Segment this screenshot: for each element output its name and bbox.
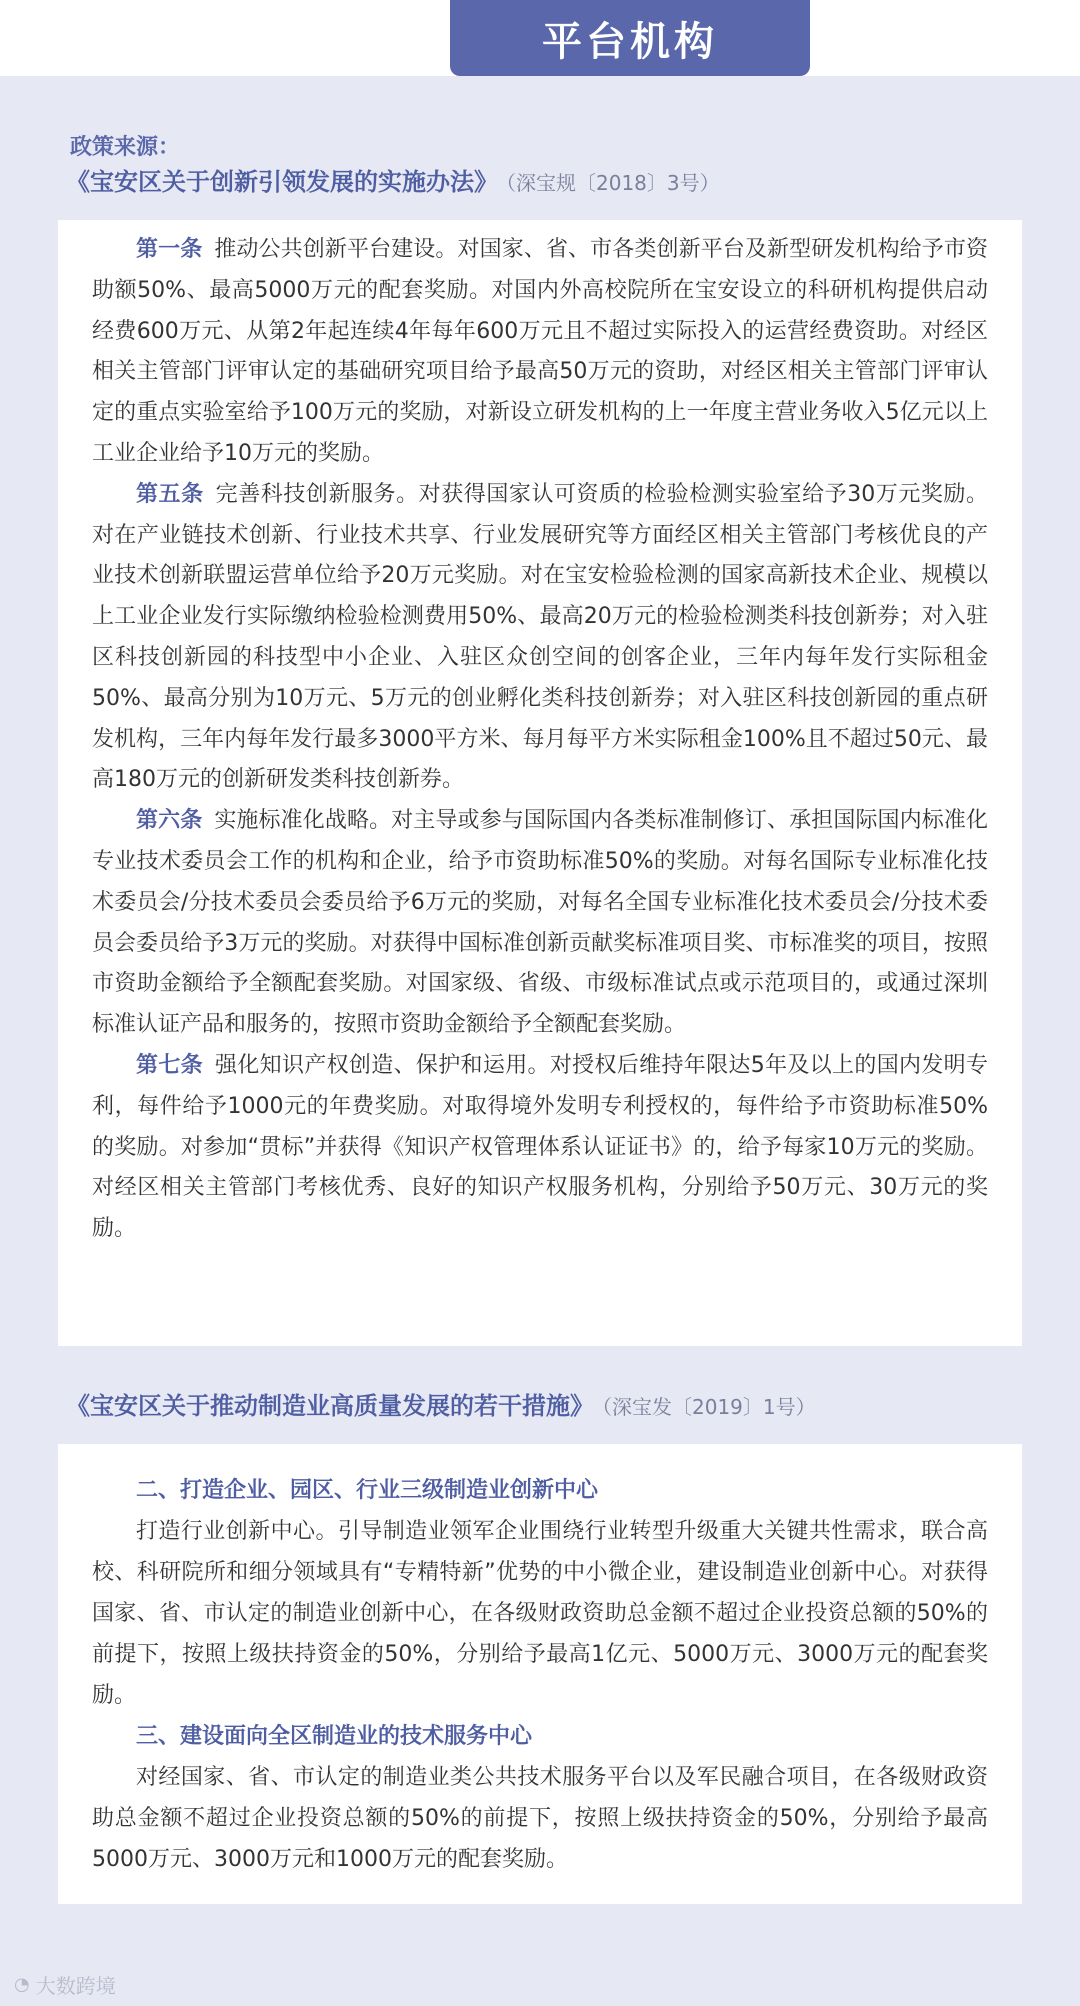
section-heading: 三、建设面向全区制造业的技术服务中心 bbox=[136, 1724, 533, 1749]
article-1 bbox=[92, 230, 988, 475]
article-text: 推动公共创新平台建设。对国家、省、市各类创新平台及新型研发机构给予市资助额50%、最高5000万元的配套奖励。对国内外高校院所在宝安设立的科研机构提供启动经费600万元、从第2年起连续4年每年600万元且不超过实际投入的运营经费资助。对经区相关主管部门评审认定的基础研究项目给予最高50万元的资助，对经区相关主管部门评审认定的重点实验室给予100万元的奖励，对新设立研发机构的上一年度主营业务收入5亿元以上工业企业给予10万元的奖励。 bbox=[92, 237, 988, 466]
logo-icon: ◔ bbox=[14, 1974, 30, 1995]
article-6 bbox=[92, 801, 988, 1046]
article-7 bbox=[92, 1046, 988, 1250]
doc2-title: 《宝安区关于推动制造业高质量发展的若干措施》 bbox=[66, 1392, 594, 1420]
doc1-number: （深宝规〔2018〕3号） bbox=[506, 171, 720, 195]
doc1-title: 《宝安区关于创新引领发展的实施办法》 bbox=[66, 168, 498, 196]
article-text: 强化知识产权创造、保护和运用。对授权后维持年限达5年及以上的国内发明专利，每件给予1000元的年费奖励。对取得境外发明专利授权的，每件给予市资助标准50%的奖励。对参加“贯标”并获得《知识产权管理体系认证证书》的，给予每家10万元的奖励。对经区相关主管部门考核优秀、良好的知识产权服务机构，分别给予50万元、30万元的奖励。 bbox=[92, 1052, 988, 1242]
doc2-number: （深宝发〔2019〕1号） bbox=[602, 1395, 816, 1419]
article-label: 第六条 bbox=[136, 808, 203, 834]
doc1-title-line bbox=[66, 162, 720, 197]
section-heading: 二、打造企业、园区、行业三级制造业创新中心 bbox=[136, 1478, 599, 1503]
article-5 bbox=[92, 475, 988, 801]
watermark bbox=[14, 1970, 116, 1999]
doc2-card bbox=[58, 1444, 1022, 1904]
doc2-title-line bbox=[66, 1386, 816, 1421]
doc1-card bbox=[58, 220, 1022, 1346]
article-label: 第一条 bbox=[136, 237, 203, 262]
article-text: 完善科技创新服务。对获得国家认可资质的检验检测实验室给予30万元奖励。对在产业链技术创新、行业技术共享、行业发展研究等方面经区相关主管部门考核优良的产业技术创新联盟运营单位给予20万元奖励。对在宝安检验检测的国家高新技术企业、规模以上工业企业发行实际缴纳检验检测费用50%、最高20万元的检验检测类科技创新券；对入驻区科技创新园的科技型中小企业、入驻区众创空间的创客企业，三年内每年发行实际租金50%、最高分别为10万元、5万元的创业孵化类科技创新券；对入驻区科技创新园的重点研发机构，三年内每年发行最多3000平方米、每月每平方米实际租金100%且不超过50元、最高180万元的创新研发类科技创新券。 bbox=[92, 481, 988, 793]
section-text: 对经国家、省、市认定的制造业类公共技术服务平台以及军民融合项目，在各级财政资助总金额不超过企业投资总额的50%的前提下，按照上级扶持资金的50%，分别给予最高5000万元、3000万元和1000万元的配套奖励。 bbox=[92, 1765, 988, 1872]
article-label: 第七条 bbox=[136, 1052, 203, 1078]
source-label: 政策来源： bbox=[70, 135, 181, 160]
section-text: 打造行业创新中心。引导制造业领军企业围绕行业转型升级重大关键共性需求，联合高校、科研院所和细分领域具有“专精特新”优势的中小微企业，建设制造业创新中心。对获得国家、省、市认定的制造业创新中心，在各级财政资助总金额不超过企业投资总额的50%的前提下，按照上级扶持资金的50%，分别给予最高1亿元、5000万元、3000万元的配套奖励。 bbox=[92, 1519, 988, 1708]
page-title: 平台机构 bbox=[450, 0, 810, 76]
watermark-text: 大数跨境 bbox=[35, 1974, 116, 1998]
article-label: 第五条 bbox=[136, 481, 204, 507]
article-text: 实施标准化战略。对主导或参与国际国内各类标准制修订、承担国际国内标准化专业技术委员会工作的机构和企业，给予市资助标准50%的奖励。对每名国际专业标准化技术委员会/分技术委员会委员给予6万元的奖励，对每名全国专业标准化技术委员会/分技术委员会委员给予3万元的奖励。对获得中国标准创新贡献奖标准项目奖、市标准奖的项目，按照市资助金额给予全额配套奖励。对国家级、省级、市级标准试点或示范项目的，或通过深圳标准认证产品和服务的，按照市资助金额给予全额配套奖励。 bbox=[92, 808, 988, 1038]
